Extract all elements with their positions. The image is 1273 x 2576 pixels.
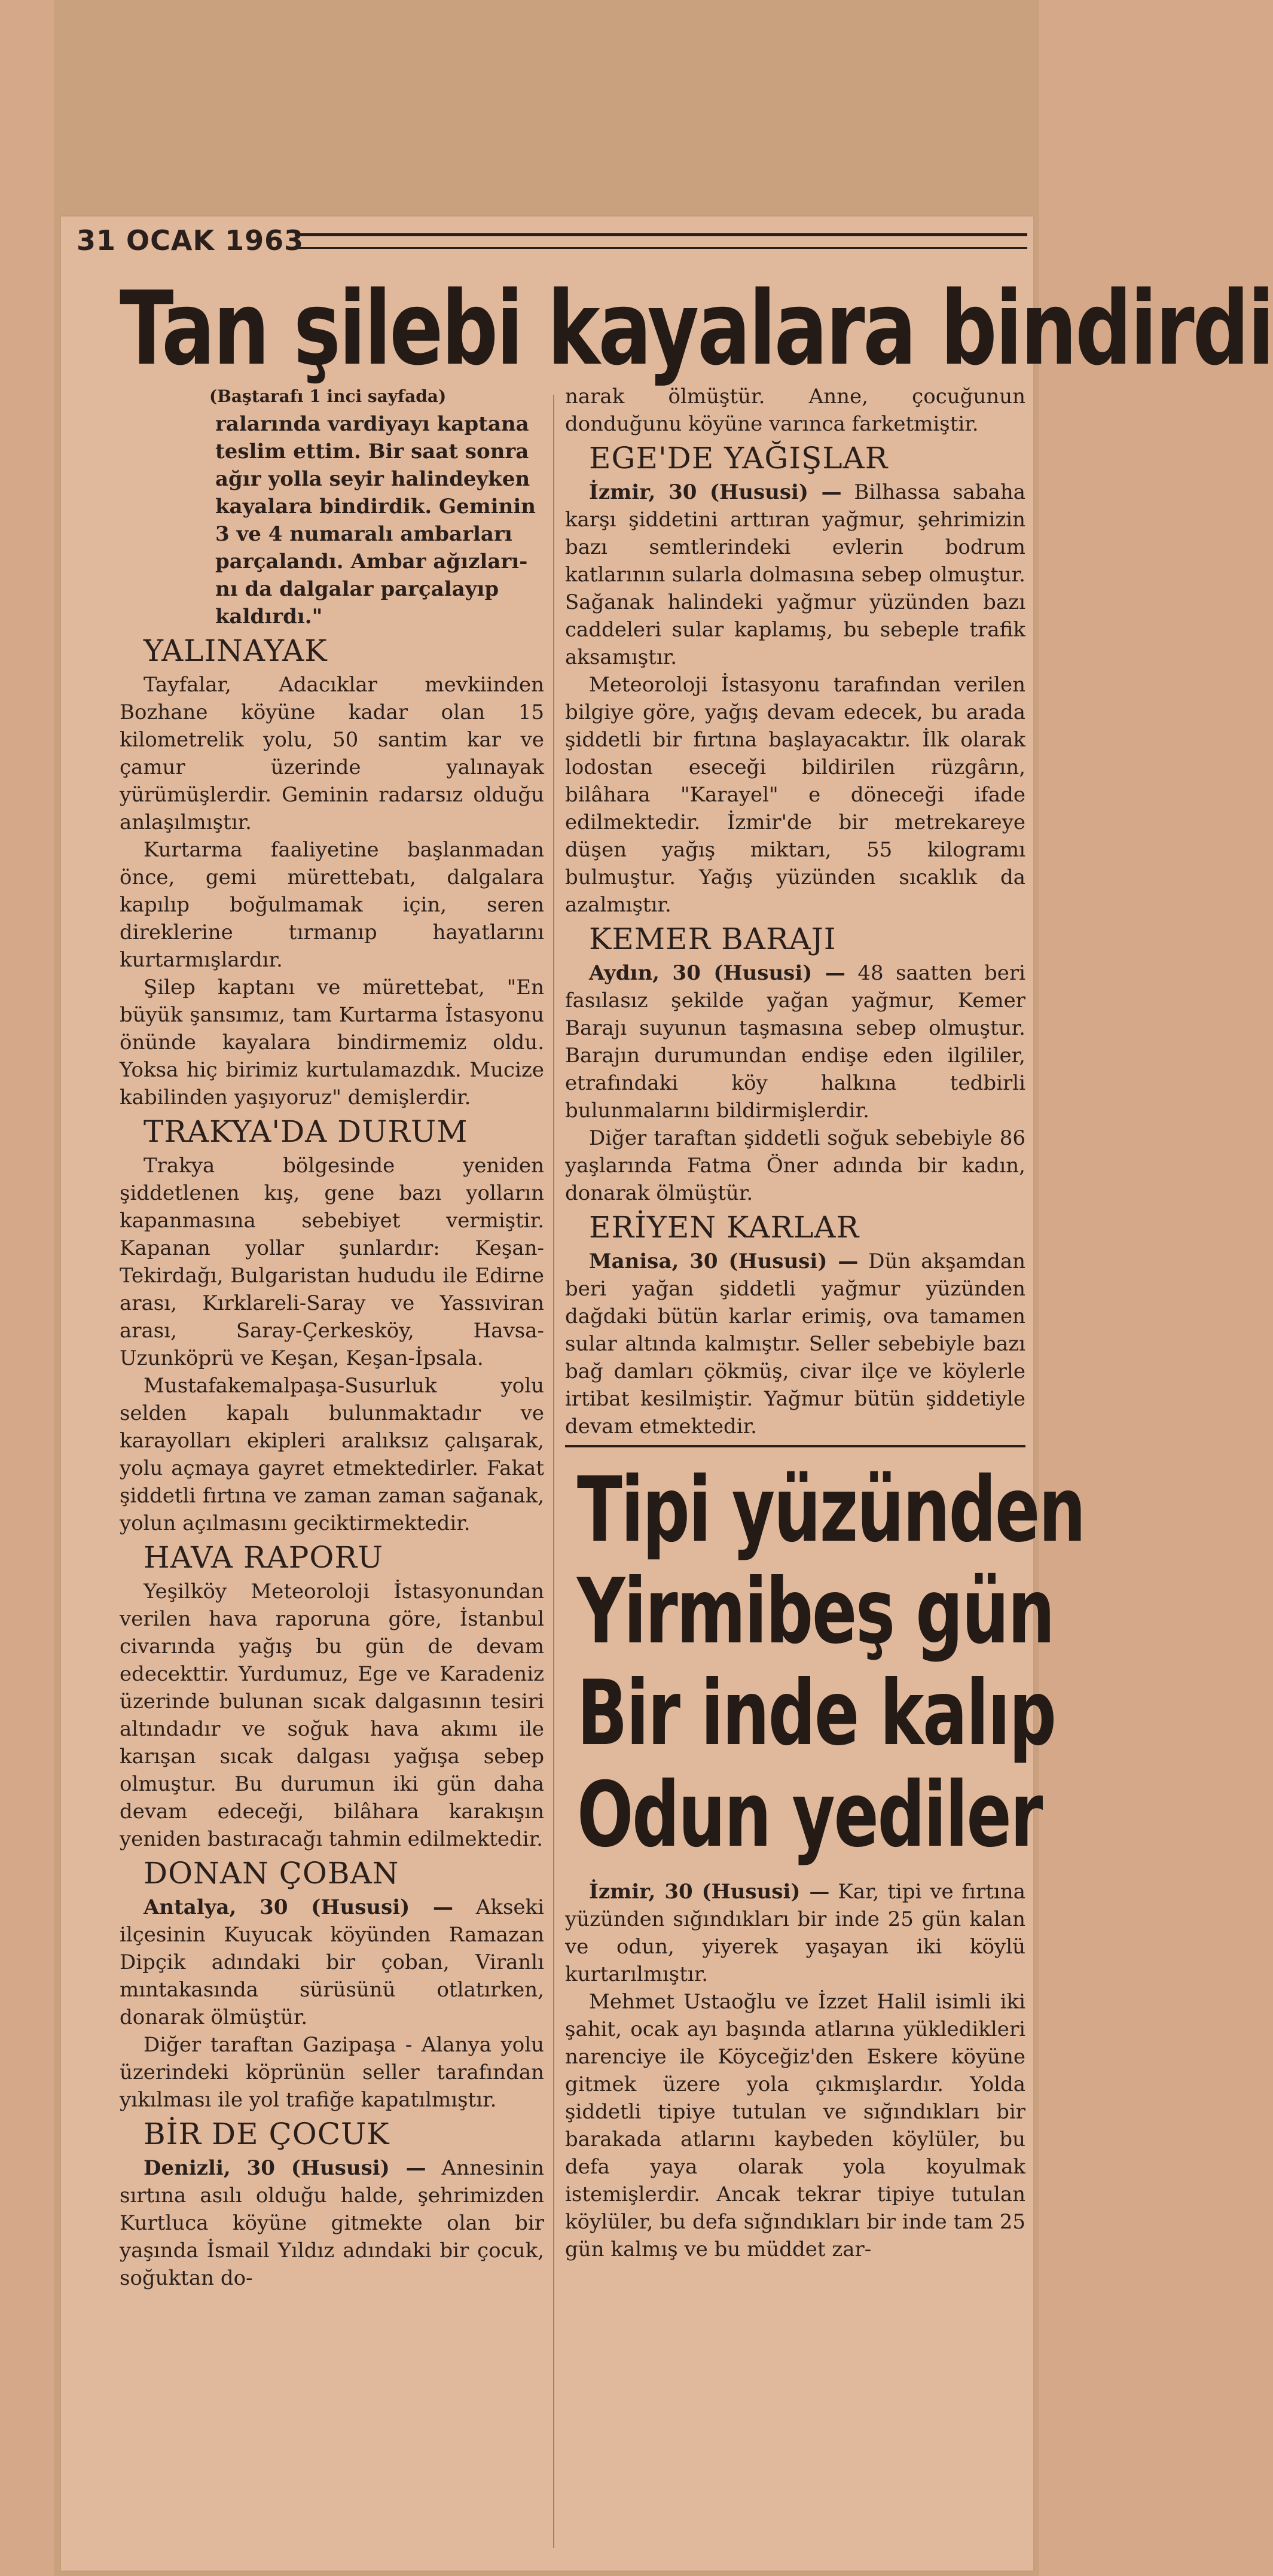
issue-date: 31 OCAK 1963: [77, 224, 304, 257]
intro-line: nı da dalgalar parçalayıp: [215, 577, 499, 601]
subheading-trakya: TRAKYA'DA DURUM: [144, 1114, 468, 1149]
paragraph: Mehmet Ustaoğlu ve İzzet Halil isimli iki şahit, ocak ayı başında atlarına yükledikleri narenciye ile Köyceğiz'den Eskere köyüne gitmek üzere yola çıkmışlardır. Yolda şiddetli tipiye tutulan ve sığındıkları bir barakada atlarını kaybeden köylüler, bu defa yaya olarak yola koyulmak istemişlerdir. Ancak tekrar tipiye tutulan köylüler, bu defa sığındıkları bir inde tam 25 gün kalmış ve bu müddet zar-: [565, 1990, 1025, 2261]
paragraph: Mustafakemalpaşa-Susurluk yolu selden kapalı bulunmaktadır ve karayolları ekipleri aralıksız çalışarak, yolu açmaya gayret etmektedirler. Fakat şiddetli fırtına ve zaman zaman sağanak, yolun açılmasını geciktirmektedir.: [120, 1374, 544, 1535]
intro-line: kayalara bindirdik. Geminin: [215, 495, 536, 519]
intro-line: teslim ettim. Bir saat sonra: [215, 440, 529, 464]
subheading-eriyen-karlar: ERİYEN KARLAR: [589, 1210, 860, 1245]
paragraph: narak ölmüştür. Anne, çocuğunun donduğunu köyüne varınca farketmiştir.: [565, 385, 1025, 436]
paragraph: [565, 1878, 1025, 1988]
second-headline-line: Yirmibeş gün: [577, 1560, 1054, 1664]
paragraph: [120, 2154, 544, 2292]
paragraph: Diğer taraftan şiddetli soğuk sebebiyle 86 yaşlarında Fatma Öner adında bir kadın, donarak ölmüştür.: [565, 1126, 1025, 1205]
intro-line: ağır yolla seyir halindeyken: [215, 467, 530, 491]
paragraph: [120, 1894, 544, 2031]
main-headline: Tan şilebi kayalara bindirdi: [120, 270, 1273, 388]
paragraph: Meteoroloji İstasyonu tarafından verilen bilgiye göre, yağış devam edecek, bu arada şiddetli bir fırtına başlayacaktır. İlk olarak lodostan eseceği bildirilen rüzgârın, bilâhara "Karayel" e döneceği ifade edilmektedir. İzmir'de bir metrekareye düşen yağış miktarı, 55 kilogramı bulmuştur. Yağış yüzünden sıcaklık da azalmıştır.: [565, 673, 1025, 917]
second-headline-line: Bir inde kalıp: [577, 1662, 1055, 1766]
intro-line: 3 ve 4 numaralı ambarları: [215, 522, 512, 546]
paragraph-text: Dün akşamdan beri yağan şiddetli yağmur yüzünden dağdaki bütün karlar erimiş, ova tamamen sular altında kalmıştır. Seller sebebiyle bazı bağ damları çökmüş, civar ilçe ve köylerle irtibat kesilmiştir. Yağmur bütün şiddetiyle devam etmektedir.: [565, 1249, 1026, 1438]
intro-block: [215, 410, 544, 630]
date-bar: [77, 224, 1027, 260]
right-column: [565, 383, 1085, 2263]
intro-line: ralarında vardiyayı kaptana: [215, 412, 529, 436]
dateline: İzmir, 30 (Hususi) —: [589, 480, 842, 504]
continuation-note: (Baştarafı 1 inci sayfada): [209, 386, 447, 406]
subheading-bir-de-cocuk: BİR DE ÇOCUK: [144, 2117, 390, 2151]
paragraph-text: 48 saatten beri fasılasız şekilde yağan yağmur, Kemer Barajı suyunun taşmasına sebep olmuştur. Barajın durumundan endişe eden ilgililer, etrafındaki köy halkına tedbirli bulunmalarını bildirmişlerdir.: [565, 961, 1025, 1123]
paragraph: [565, 478, 1025, 671]
dateline: Denizli, 30 (Hususi) —: [144, 2156, 426, 2180]
paragraph-text: Bilhassa sabaha karşı şiddetini arttıran yağmur, şehrimizin bazı semtlerindeki evlerin bodrum katlarının sularla dolmasına sebep olmuştur. Sağanak halindeki yağmur yüzünden bazı caddeleri sular kaplamış, bu sebeple trafik aksamıştır.: [565, 480, 1025, 669]
subheading-kemer-baraji: KEMER BARAJI: [589, 922, 837, 956]
paragraph-text: Annesinin sırtına asılı olduğu halde, şehrimizden Kurtluca köyüne gitmekte olan bir yaşında İsmail Yıldız adındaki bir çocuk, soğuktan do-: [120, 2156, 544, 2290]
paragraph-text: Kar, tipi ve fırtına yüzünden sığındıkları bir inde 25 gün kalan ve odun, yiyerek yaşayan iki köylü kurtarılmıştır.: [565, 1880, 1025, 1986]
second-headline-line: Tipi yüzünden: [577, 1458, 1085, 1562]
paragraph: Kurtarma faaliyetine başlanmadan önce, gemi mürettebatı, dalgalara kapılıp boğulmamak için, seren direklerine tırmanıp hayatlarını kurtarmışlardır.: [120, 838, 544, 972]
paragraph: Tayfalar, Adacıklar mevkiinden Bozhane köyüne kadar olan 15 kilometrelik yolu, 50 santim kar ve çamur üzerinde yalınayak yürümüşlerdir. Geminin radarsız olduğu anlaşılmıştır.: [120, 673, 544, 834]
intro-line: parçalandı. Ambar ağızları-: [215, 550, 528, 574]
paragraph: [565, 1248, 1025, 1440]
dateline: Manisa, 30 (Hususi) —: [589, 1249, 859, 1273]
section-separator: [565, 1445, 1025, 1447]
paragraph: Diğer taraftan Gazipaşa - Alanya yolu üzerindeki köprünün seller tarafından yıkılması ile yol trafiğe kapatılmıştır.: [120, 2033, 544, 2112]
dateline: Aydın, 30 (Hususi) —: [589, 961, 845, 985]
subheading-egede-yagislar: EGE'DE YAĞIŞLAR: [589, 441, 889, 475]
subheading-yalinayak: YALINAYAK: [144, 633, 328, 668]
paragraph: Yeşilköy Meteoroloji İstasyonundan verilen hava raporuna göre, İstanbul civarında yağış bu gün de devam edecekttir. Yurdumuz, Ege ve Karadeniz üzerinde bulunan sıcak dalgasının tesiri altındadır ve soğuk hava akımı ile karışan sıcak dalgası yağışa sebep olmuştur. Bu durumun iki gün daha devam edeceği, bilâhara karakışın yeniden bastıracağı tahmin edilmektedir.: [120, 1580, 544, 1851]
dateline: İzmir, 30 (Hususi) —: [589, 1880, 830, 1904]
dateline: Antalya, 30 (Hususi) —: [144, 1895, 454, 1919]
intro-line: kaldırdı.": [215, 605, 323, 629]
paragraph-text: Akseki ilçesinin Kuyucak köyünden Ramazan Dipçik adındaki bir çoban, Viranlı mıntakasında sürüsünü otlatırken, donarak ölmüştür.: [120, 1895, 545, 2029]
second-headline-line: Odun yediler: [577, 1763, 1042, 1867]
column-rule: [553, 395, 554, 2548]
paragraph: Şilep kaptanı ve mürettebat, "En büyük şansımız, tam Kurtarma İstasyonu önünde kayalara bindirmemiz oldu. Yoksa hiç birimiz kurtulamazdık. Mucize kabilinden yaşıyoruz" demişlerdir.: [120, 975, 544, 1109]
left-column: [120, 383, 544, 2292]
subheading-hava-raporu: HAVA RAPORU: [144, 1540, 384, 1575]
paragraph: [565, 959, 1025, 1124]
date-rule: [295, 233, 1027, 249]
subheading-donan-coban: DONAN ÇOBAN: [144, 1856, 399, 1891]
second-headline: [577, 1458, 1085, 1867]
paragraph: Trakya bölgesinde yeniden şiddetlenen kış, gene bazı yolların kapanmasına sebebiyet vermiştir. Kapanan yollar şunlardır: Keşan-Tekirdağı, Bulgaristan hududu ile Edirne arası, Kırklareli-Saray ve Yassıviran arası, Saray-Çerkesköy, Havsa-Uzunköprü ve Keşan, Keşan-İpsala.: [120, 1154, 544, 1370]
